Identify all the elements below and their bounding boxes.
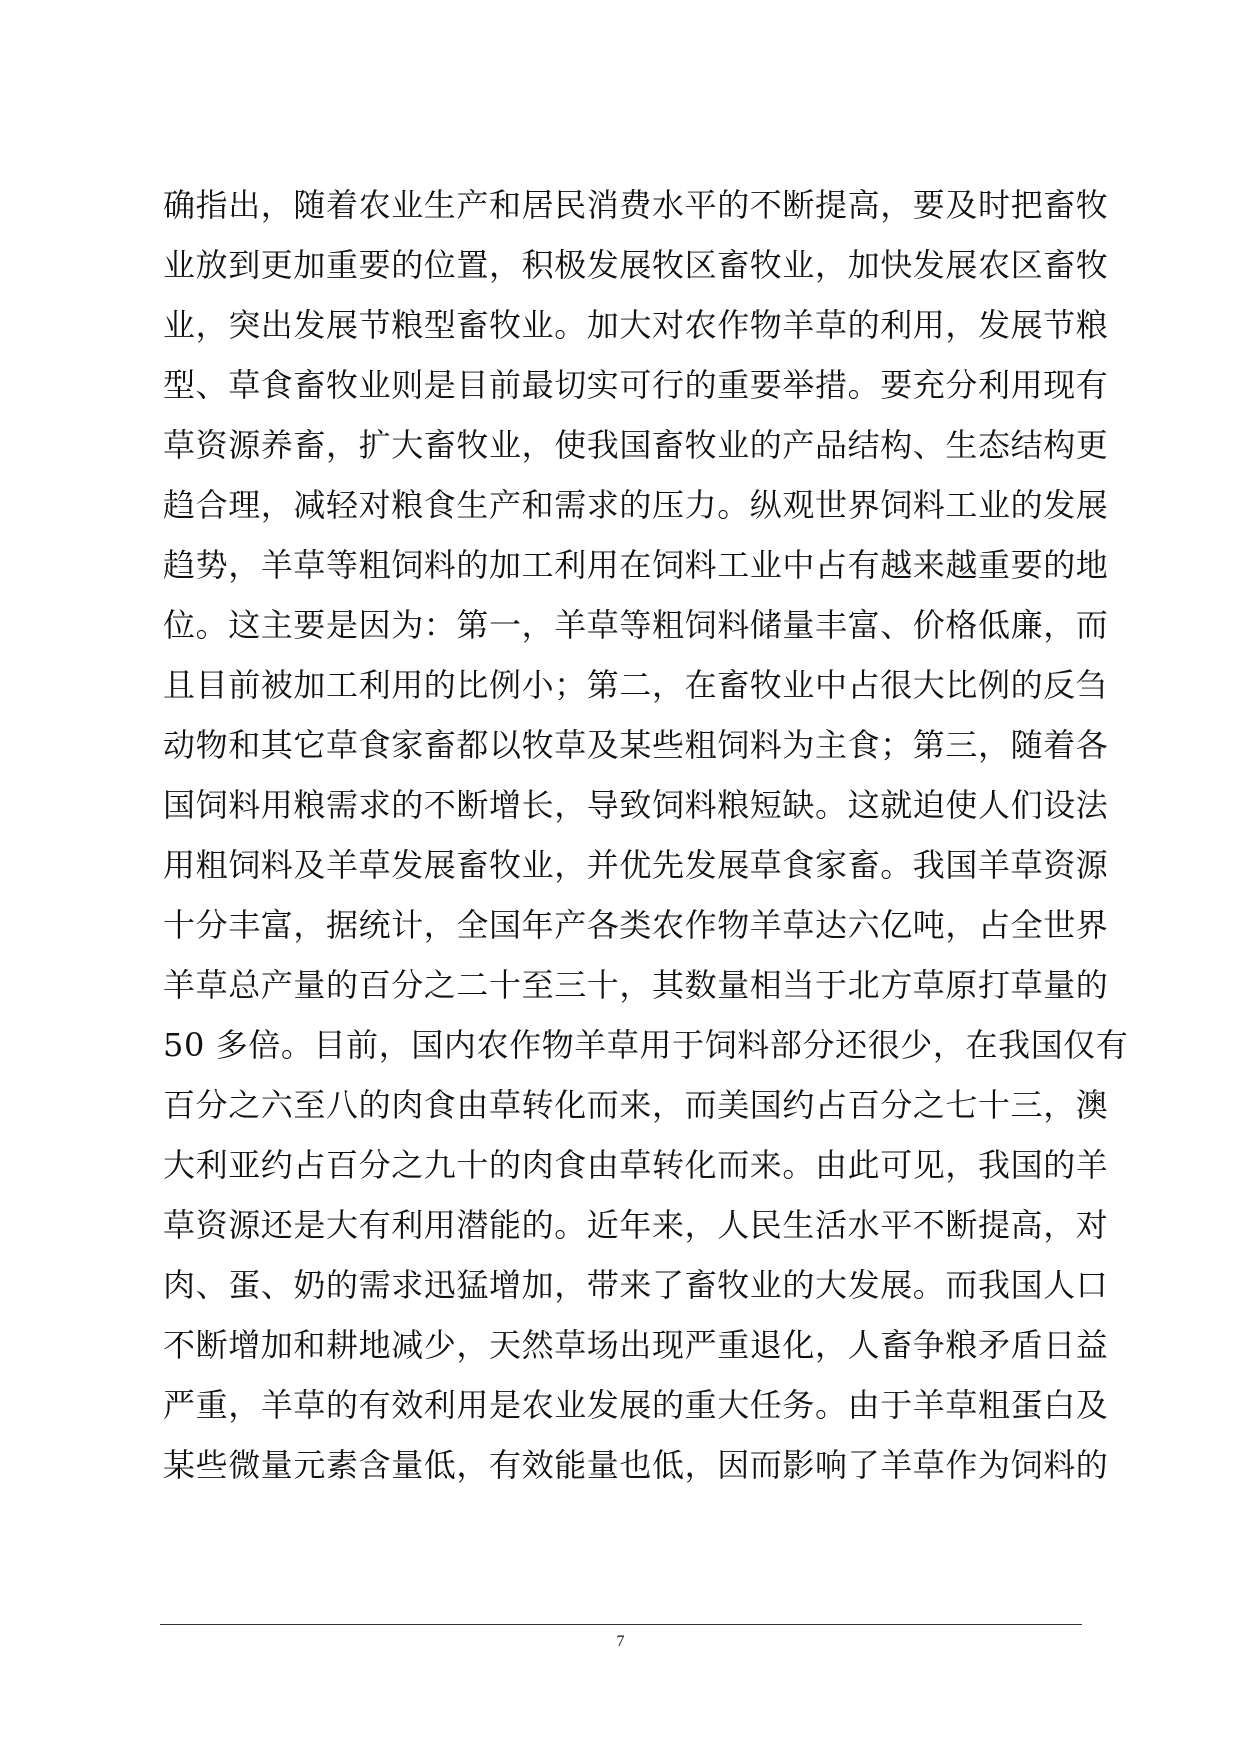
text-line: 草资源还是大有利用潜能的。近年来，人民生活水平不断提高，对 bbox=[163, 1206, 1109, 1244]
text-line: 确指出，随着农业生产和居民消费水平的不断提高，要及时把畜牧 bbox=[163, 186, 1109, 224]
text-line: 业，突出发展节粮型畜牧业。加大对农作物羊草的利用，发展节粮 bbox=[163, 306, 1109, 344]
text-line: 百分之六至八的肉食由草转化而来，而美国约占百分之七十三，澳 bbox=[163, 1086, 1109, 1124]
text-line: 某些微量元素含量低，有效能量也低，因而影响了羊草作为饲料的 bbox=[163, 1446, 1109, 1484]
text-line: 肉、蛋、奶的需求迅猛增加，带来了畜牧业的大发展。而我国人口 bbox=[163, 1266, 1109, 1304]
text-line: 不断增加和耕地减少，天然草场出现严重退化，人畜争粮矛盾日益 bbox=[163, 1326, 1109, 1364]
text-line: 草资源养畜，扩大畜牧业，使我国畜牧业的产品结构、生态结构更 bbox=[163, 426, 1109, 464]
text-line: 50 多倍。目前，国内农作物羊草用于饲料部分还很少，在我国仅有 bbox=[163, 1026, 1129, 1064]
text-line: 大利亚约占百分之九十的肉食由草转化而来。由此可见，我国的羊 bbox=[163, 1146, 1109, 1184]
text-line: 动物和其它草食家畜都以牧草及某些粗饲料为主食；第三，随着各 bbox=[163, 726, 1109, 764]
text-line: 十分丰富，据统计，全国年产各类农作物羊草达六亿吨，占全世界 bbox=[163, 906, 1109, 944]
text-line: 位。这主要是因为：第一，羊草等粗饲料储量丰富、价格低廉，而 bbox=[163, 606, 1109, 644]
text-line: 趋势，羊草等粗饲料的加工利用在饲料工业中占有越来越重要的地 bbox=[163, 546, 1109, 584]
text-line: 用粗饲料及羊草发展畜牧业，并优先发展草食家畜。我国羊草资源 bbox=[163, 846, 1109, 884]
text-line: 羊草总产量的百分之二十至三十，其数量相当于北方草原打草量的 bbox=[163, 966, 1109, 1004]
body-paragraph bbox=[163, 175, 1129, 1495]
text-line: 型、草食畜牧业则是目前最切实可行的重要举措。要充分利用现有 bbox=[163, 366, 1109, 404]
page-number: 7 bbox=[616, 1633, 625, 1650]
text-line: 严重，羊草的有效利用是农业发展的重大任务。由于羊草粗蛋白及 bbox=[163, 1386, 1109, 1424]
text-line: 业放到更加重要的位置，积极发展牧区畜牧业，加快发展农区畜牧 bbox=[163, 246, 1109, 284]
text-line: 趋合理，减轻对粮食生产和需求的压力。纵观世界饲料工业的发展 bbox=[163, 486, 1109, 524]
text-line: 且目前被加工利用的比例小；第二，在畜牧业中占很大比例的反刍 bbox=[163, 666, 1109, 704]
text-line: 国饲料用粮需求的不断增长，导致饲料粮短缺。这就迫使人们设法 bbox=[163, 786, 1109, 824]
footer-divider bbox=[160, 1624, 1082, 1625]
